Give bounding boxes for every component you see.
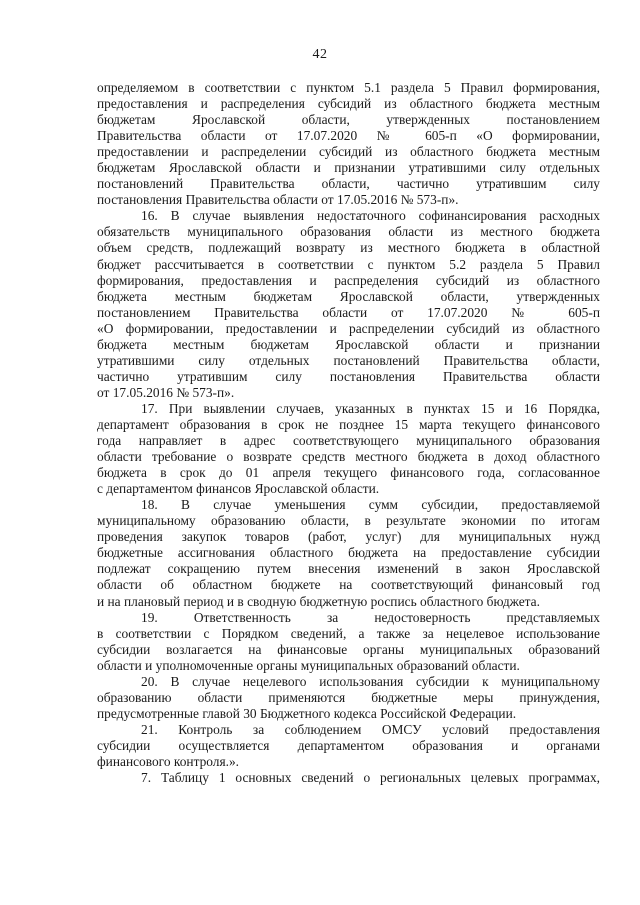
document-body — [97, 80, 600, 786]
text-line: обязательств муниципального образования области из местного бюджета — [97, 224, 600, 240]
text-line: 18. В случае уменьшения сумм субсидии, предоставляемой — [141, 497, 600, 513]
text-line: проведения закупок товаров (работ, услуг) для муниципальных нужд — [97, 529, 600, 545]
text-line: частично утратившим силу постановления Правительства области — [97, 368, 600, 384]
text-line: и на плановый период и в сводную бюджетную роспись областного бюджета. — [97, 593, 540, 609]
paragraph-p19 — [97, 610, 600, 674]
text-line: 21. Контроль за соблюдением ОМСУ условий предоставления — [141, 721, 600, 737]
paragraph-p21 — [97, 722, 600, 770]
text-line: подлежат сокращению путем внесения изменений в закон Ярославской — [97, 561, 600, 577]
paragraph-p7 — [97, 770, 600, 786]
text-line: от 17.05.2016 № 573-п». — [97, 384, 235, 400]
text-line: формирования, предоставления и распределения субсидий из областного — [97, 272, 600, 288]
paragraph-p15-tail — [97, 80, 600, 208]
text-line: муниципальному образованию области, в результате экономии по итогам — [97, 513, 600, 529]
text-line: бюджета в срок до 01 апреля текущего финансового года, согласованное — [97, 465, 600, 481]
text-line: бюджета местным бюджетам Ярославской области, утвержденных — [97, 288, 600, 304]
text-line: в соответствии с Порядком сведений, а также за нецелевое использование — [97, 625, 600, 641]
text-line: области и уполномоченные органы муниципальных образований области. — [97, 657, 520, 673]
text-line: финансового контроля.». — [97, 753, 240, 769]
text-line: определяемом в соответствии с пунктом 5.1 раздела 5 Правил формирования, — [97, 80, 600, 95]
text-line: объем средств, подлежащий возврату из местного бюджета в областной — [97, 240, 600, 256]
text-line: образованию области применяются бюджетные меры принуждения, — [97, 689, 600, 705]
text-line: года направляет в адрес соответствующего муниципального образования — [97, 433, 600, 449]
text-line: постановлений Правительства области, частично утратившим силу — [97, 176, 600, 192]
text-line: субсидии возлагается на финансовые органы муниципальных образований — [97, 641, 600, 657]
text-line: области об областном бюджете на соответствующий финансовый год — [97, 577, 600, 593]
text-line: 7. Таблицу 1 основных сведений о региональных целевых программах, — [141, 770, 600, 786]
text-line: «О формировании, предоставлении и распределении субсидий из областного — [97, 320, 600, 336]
text-line: 19. Ответственность за недостоверность представляемых — [141, 609, 600, 625]
text-line: бюджетам Ярославской области и признании утратившими силу отдельных — [97, 160, 600, 176]
page-number: 42 — [312, 47, 328, 62]
text-line: бюджетные ассигнования областного бюджета на предоставление субсидии — [97, 545, 600, 561]
text-line: утратившими силу отдельных постановлений Правительства области, — [97, 352, 600, 368]
text-line: департамент образования в срок не позднее 15 марта текущего финансового — [97, 416, 600, 432]
text-line: постановлением Правительства области от 17.07.2020 № 605-п — [97, 304, 600, 320]
text-line: 17. При выявлении случаев, указанных в пунктах 15 и 16 Порядка, — [141, 400, 600, 416]
text-line: 20. В случае нецелевого использования субсидии к муниципальному — [141, 673, 600, 689]
paragraph-p17 — [97, 401, 600, 497]
text-line: 16. В случае выявления недостаточного софинансирования расходных — [141, 208, 600, 224]
paragraph-p18 — [97, 497, 600, 609]
text-line: Правительства области от 17.07.2020 № 605-п «О формировании, — [97, 128, 600, 144]
text-line: предусмотренные главой 30 Бюджетного кодекса Российской Федерации. — [97, 705, 517, 721]
text-line: предоставления и распределения субсидий из областного бюджета местным — [97, 96, 600, 112]
text-line: области требование о возврате средств местного бюджета в доход областного — [97, 449, 600, 465]
text-line: с департаментом финансов Ярославской области. — [97, 481, 380, 497]
text-line: предоставлении и распределении субсидий из областного бюджета местным — [97, 144, 600, 160]
paragraph-p16 — [97, 208, 600, 401]
text-line: бюджета местным бюджетам Ярославской области и признании — [97, 336, 600, 352]
text-line: постановления Правительства области от 17.05.2016 № 573-п». — [97, 192, 459, 208]
paragraph-p20 — [97, 674, 600, 722]
text-line: бюджет рассчитывается в соответствии с пунктом 5.2 раздела 5 Правил — [97, 256, 600, 272]
text-line: субсидии осуществляется департаментом образования и органами — [97, 737, 600, 753]
text-line: бюджетам Ярославской области, утвержденных постановлением — [97, 112, 600, 128]
